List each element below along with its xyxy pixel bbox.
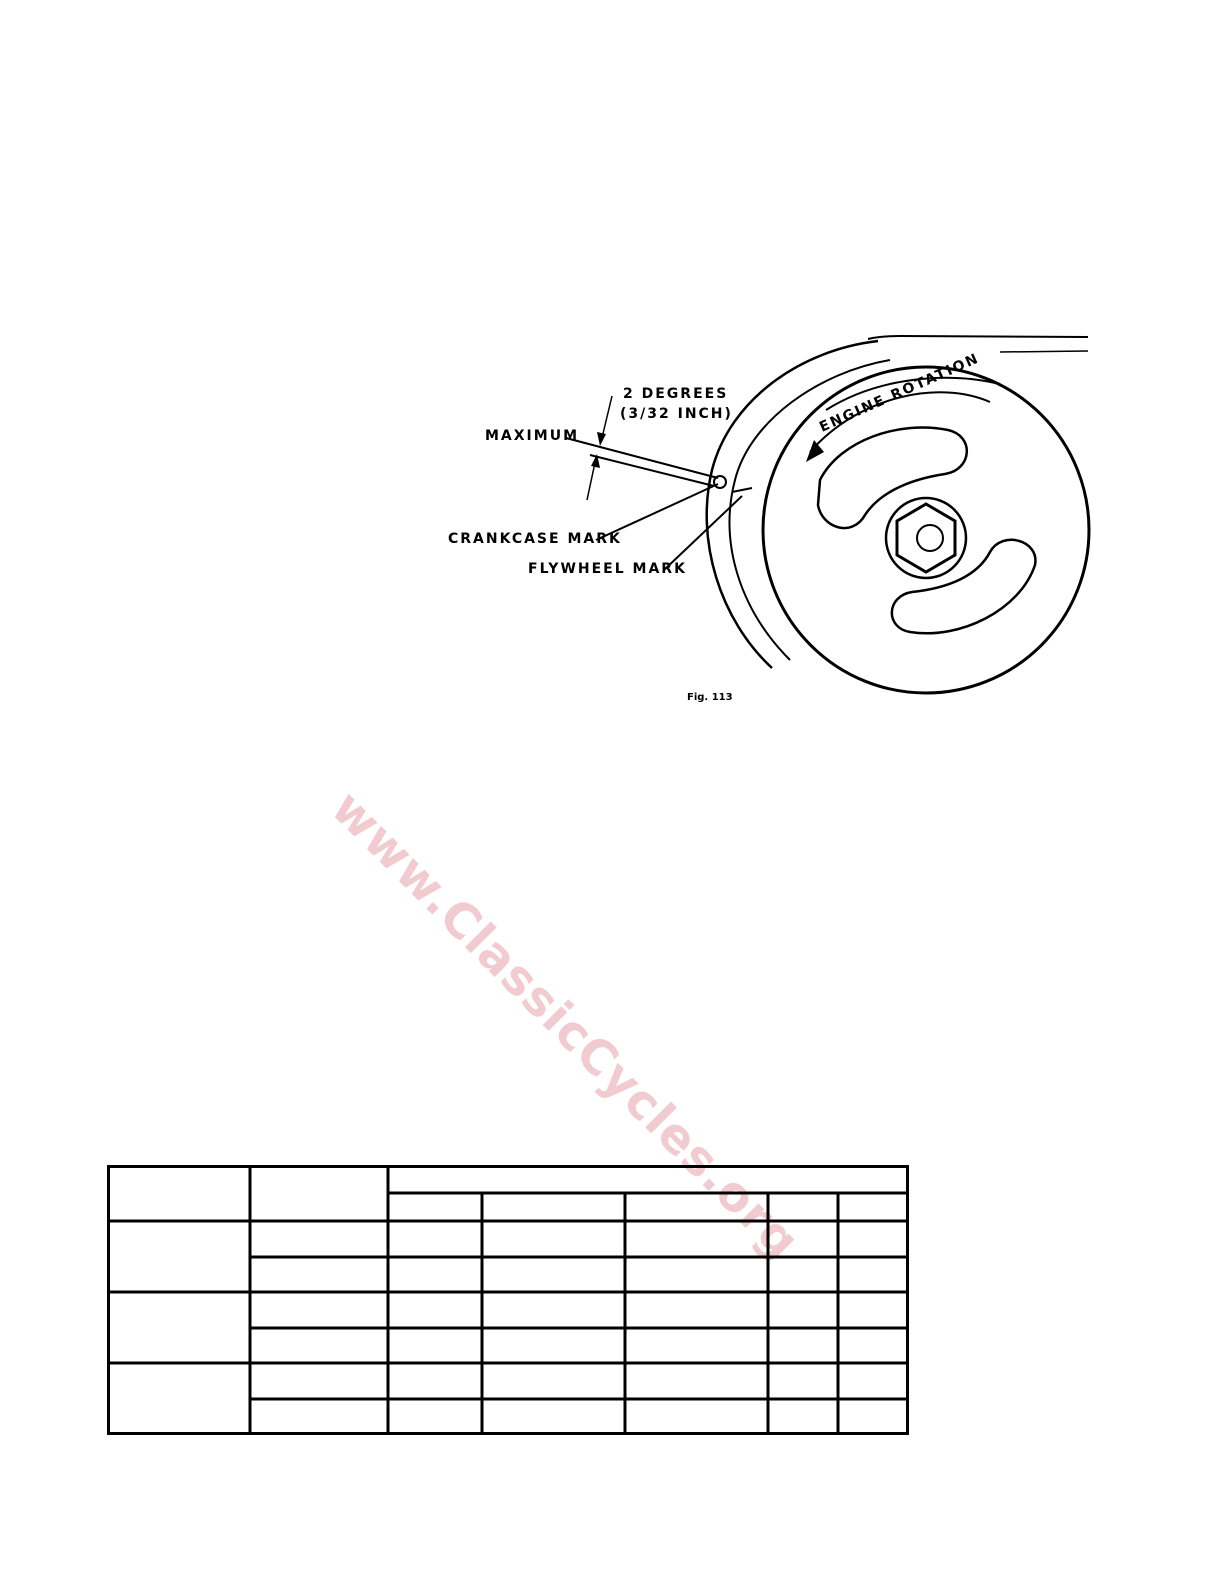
maximum-reference-line — [566, 438, 718, 478]
flywheel-mark-tick — [732, 488, 752, 492]
crankcase-mark-point — [714, 476, 726, 488]
engine-rotation-label: ENGINE ROTATION — [817, 350, 983, 436]
watermark-text: www.ClassicCycles.org — [320, 780, 811, 1271]
flywheel-outer-circle — [763, 367, 1089, 693]
blank-table-grid — [107, 1165, 909, 1435]
inch-label: (3/32 INCH) — [620, 406, 733, 422]
rotation-arrow-icon — [806, 440, 824, 462]
belt-edge-line — [868, 336, 1088, 339]
hub-bolt — [917, 525, 943, 551]
dim-arrow-upper-icon — [597, 432, 606, 446]
degrees-label: 2 DEGREES — [623, 386, 729, 402]
belt-edge-line-2 — [1000, 351, 1088, 352]
hub-nut-icon — [897, 504, 955, 572]
table-outer-border — [109, 1167, 908, 1434]
crankcase-mark-label: CRANKCASE MARK — [448, 531, 622, 547]
flywheel-mark-label: FLYWHEEL MARK — [528, 561, 687, 577]
maximum-label: MAXIMUM — [485, 428, 580, 444]
flywheel-slot-upper — [818, 427, 967, 528]
figure-caption: Fig. 113 — [687, 692, 733, 703]
timing-diagram-figure — [0, 0, 1224, 760]
